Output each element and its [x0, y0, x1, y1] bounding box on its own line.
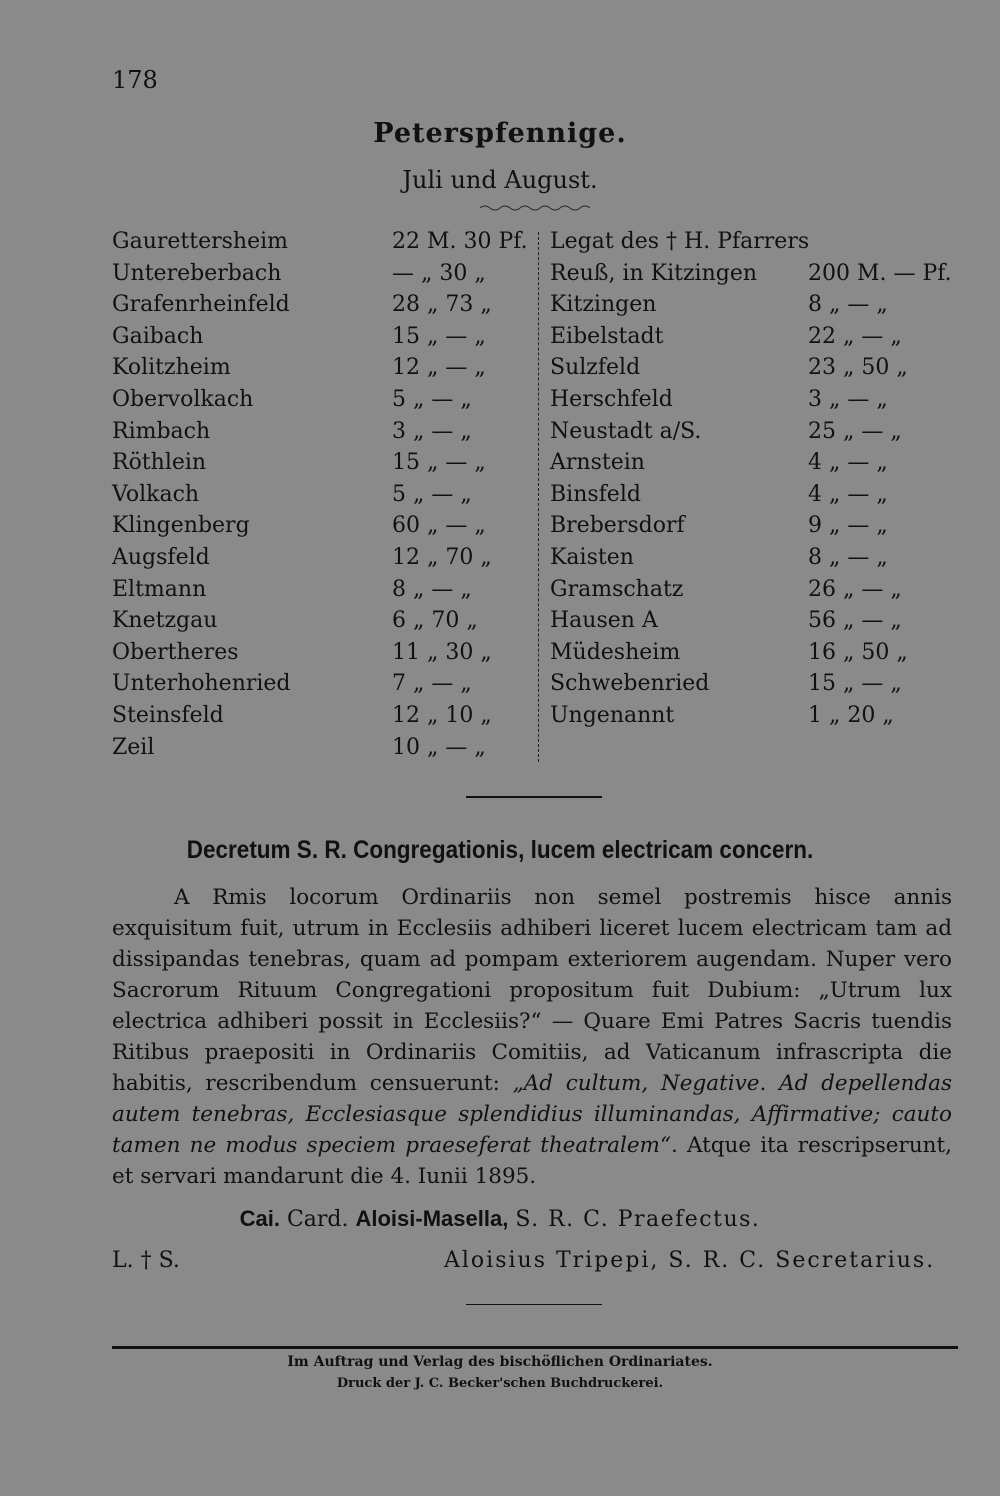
decree-ruling: „Ad cultum, Negative. Ad depellendas autem tenebras, Ecclesiasque splendidius illuminandas, Affirmative; cauto tamen ne modus speciem praeseferat theatralem“ — [112, 1071, 952, 1158]
list-item — [112, 416, 532, 448]
sig-cai: Cai. — [239, 1206, 280, 1231]
list-item — [550, 700, 970, 732]
donation-amount: 5 „ — „ — [392, 386, 472, 412]
donation-amount: 12 „ — „ — [392, 355, 486, 381]
decree-heading: Decretum S. R. Congregationis, lucem electricam concern. — [186, 836, 814, 864]
donor-place: Kolitzheim — [112, 355, 231, 381]
list-item — [550, 352, 970, 384]
sig-title: S. R. C. Praefectus. — [515, 1207, 761, 1232]
donor-place: Zeil — [112, 734, 155, 760]
donation-amount: 8 „ — „ — [808, 544, 888, 570]
footer-publisher: Im Auftrag und Verlag des bischöflichen Ordinariates. — [287, 1354, 713, 1370]
donation-amount: 60 „ — „ — [392, 513, 486, 539]
list-item — [112, 447, 532, 479]
donor-place: Unterhohenried — [112, 671, 291, 697]
footer-printer: Druck der J. C. Becker'schen Buchdruckerei. — [336, 1376, 664, 1391]
donation-amount: 1 „ 20 „ — [808, 702, 894, 728]
donation-amount: 7 „ — „ — [392, 671, 472, 697]
list-item — [112, 668, 532, 700]
list-item — [112, 479, 532, 511]
left-donation-list — [112, 226, 532, 763]
donor-place: Müdesheim — [550, 639, 681, 665]
list-item — [550, 542, 970, 574]
donation-amount: 56 „ — „ — [808, 608, 902, 634]
donor-place: Knetzgau — [112, 608, 218, 634]
list-item — [112, 226, 532, 258]
seal-mark: L. † S. — [112, 1248, 180, 1273]
list-item — [112, 510, 532, 542]
list-item — [550, 637, 970, 669]
decree-text: A Rmis locorum Ordinariis non semel postremis hisce annis exquisitum fuit, utrum in Ecclesiis adhiberi liceret lucem electricam tam ad dissipandas tenebras, quam ad pompam exteriorem augendam. Nuper vero Sacrorum Rituum Congregationi propositum fuit Dubium: „Utrum lux electrica adhiberi possit in Ecclesiis?“ — Quare Emi Patres Sacris tuendis Ritibus praepositi in Ordinariis Comitiis, ad Vaticanum infrascripta die habitis, rescribendum censuerunt: — [112, 885, 952, 1096]
donor-place: Arnstein — [550, 450, 645, 476]
donation-amount: 15 „ — „ — [392, 323, 486, 349]
list-item — [550, 226, 970, 258]
footer-short-divider — [466, 1304, 602, 1305]
list-item — [550, 416, 970, 448]
section-divider — [466, 796, 602, 798]
donor-place: Grafenrheinfeld — [112, 292, 290, 318]
donor-place: Schwebenried — [550, 671, 710, 697]
donation-amount: 22 M. 30 Pf. — [392, 229, 528, 254]
donation-amount: 8 „ — „ — [808, 292, 888, 318]
page-number: 178 — [112, 66, 158, 94]
donor-place: Augsfeld — [112, 544, 210, 570]
list-item — [550, 321, 970, 353]
list-item — [550, 605, 970, 637]
donation-amount: 16 „ 50 „ — [808, 639, 908, 665]
donor-place: Ungenannt — [550, 702, 675, 728]
donor-place: Kaisten — [550, 544, 634, 570]
list-item — [550, 510, 970, 542]
page-subtitle: Juli und August. — [402, 166, 598, 194]
decree-paragraph — [112, 882, 952, 1192]
donation-amount: 12 „ 10 „ — [392, 702, 492, 728]
decree-body — [112, 882, 952, 1192]
secretary-signature: Aloisius Tripepi, S. R. C. Secretarius. — [444, 1248, 936, 1273]
footer-rule — [112, 1346, 958, 1349]
donation-amount: 5 „ — „ — [392, 481, 472, 507]
donor-place: Brebersdorf — [550, 513, 685, 539]
donation-amount: 4 „ — „ — [808, 481, 888, 507]
right-donation-list — [550, 226, 970, 732]
donation-amount: 3 „ — „ — [808, 386, 888, 412]
list-item — [550, 384, 970, 416]
donation-amount: 9 „ — „ — [808, 513, 888, 539]
donation-amount: 8 „ — „ — [392, 576, 472, 602]
prefect-signature — [0, 1206, 1000, 1232]
list-item — [112, 637, 532, 669]
donor-place: Binsfeld — [550, 481, 641, 507]
list-item — [550, 289, 970, 321]
donor-place: Untereberbach — [112, 260, 282, 286]
donor-place: Gramschatz — [550, 576, 684, 602]
donor-place: Eltmann — [112, 576, 207, 602]
donation-amount: 15 „ — „ — [392, 450, 486, 476]
list-item — [112, 352, 532, 384]
list-item — [550, 447, 970, 479]
list-item — [550, 574, 970, 606]
list-item — [112, 732, 532, 764]
decree-text-end: . Atque ita rescripserunt, et servari mandarunt die 4. Iunii 1895. — [112, 1133, 952, 1189]
donor-place: Obervolkach — [112, 386, 254, 412]
donation-amount: 6 „ 70 „ — [392, 608, 478, 634]
donation-amount: 10 „ — „ — [392, 734, 486, 760]
donor-place: Volkach — [112, 481, 200, 507]
donation-amount: 23 „ 50 „ — [808, 355, 908, 381]
donor-place: Kitzingen — [550, 292, 657, 318]
donation-amount: 12 „ 70 „ — [392, 544, 492, 570]
ornament-squiggle — [480, 204, 590, 212]
donor-place: Hausen A — [550, 608, 658, 634]
donor-place: Klingenberg — [112, 513, 250, 539]
donor-place: Legat des † H. Pfarrers — [550, 229, 810, 254]
donation-amount: 4 „ — „ — [808, 450, 888, 476]
list-item — [550, 479, 970, 511]
list-item — [112, 605, 532, 637]
donation-amount: — „ 30 „ — [392, 260, 486, 286]
list-item — [112, 700, 532, 732]
donor-place: Neustadt a/S. — [550, 418, 702, 444]
donation-amount: 200 M. — Pf. — [808, 260, 952, 286]
donor-place: Gaurettersheim — [112, 229, 288, 254]
donation-amount: 26 „ — „ — [808, 576, 902, 602]
column-divider — [538, 232, 539, 762]
donor-place: Reuß, in Kitzingen — [550, 260, 758, 286]
donor-place: Steinsfeld — [112, 702, 224, 728]
donation-amount: 25 „ — „ — [808, 418, 902, 444]
donation-amount: 22 „ — „ — [808, 323, 902, 349]
donor-place: Obertheres — [112, 639, 239, 665]
list-item — [112, 289, 532, 321]
list-item — [112, 321, 532, 353]
sig-name: Aloisi-Masella, — [355, 1206, 509, 1231]
page-title: Peterspfennige. — [373, 118, 627, 149]
donor-place: Herschfeld — [550, 386, 673, 412]
donor-place: Sulzfeld — [550, 355, 641, 381]
list-item — [550, 258, 970, 290]
donation-amount: 15 „ — „ — [808, 671, 902, 697]
list-item — [112, 384, 532, 416]
donation-amount: 3 „ — „ — [392, 418, 472, 444]
list-item — [112, 258, 532, 290]
list-item — [112, 542, 532, 574]
list-item — [112, 574, 532, 606]
list-item — [550, 668, 970, 700]
donor-place: Röthlein — [112, 450, 207, 476]
donor-place: Rimbach — [112, 418, 211, 444]
donation-amount: 28 „ 73 „ — [392, 292, 492, 318]
donor-place: Gaibach — [112, 323, 204, 349]
sig-card: Card. — [286, 1207, 349, 1232]
donation-amount: 11 „ 30 „ — [392, 639, 492, 665]
donor-place: Eibelstadt — [550, 323, 664, 349]
